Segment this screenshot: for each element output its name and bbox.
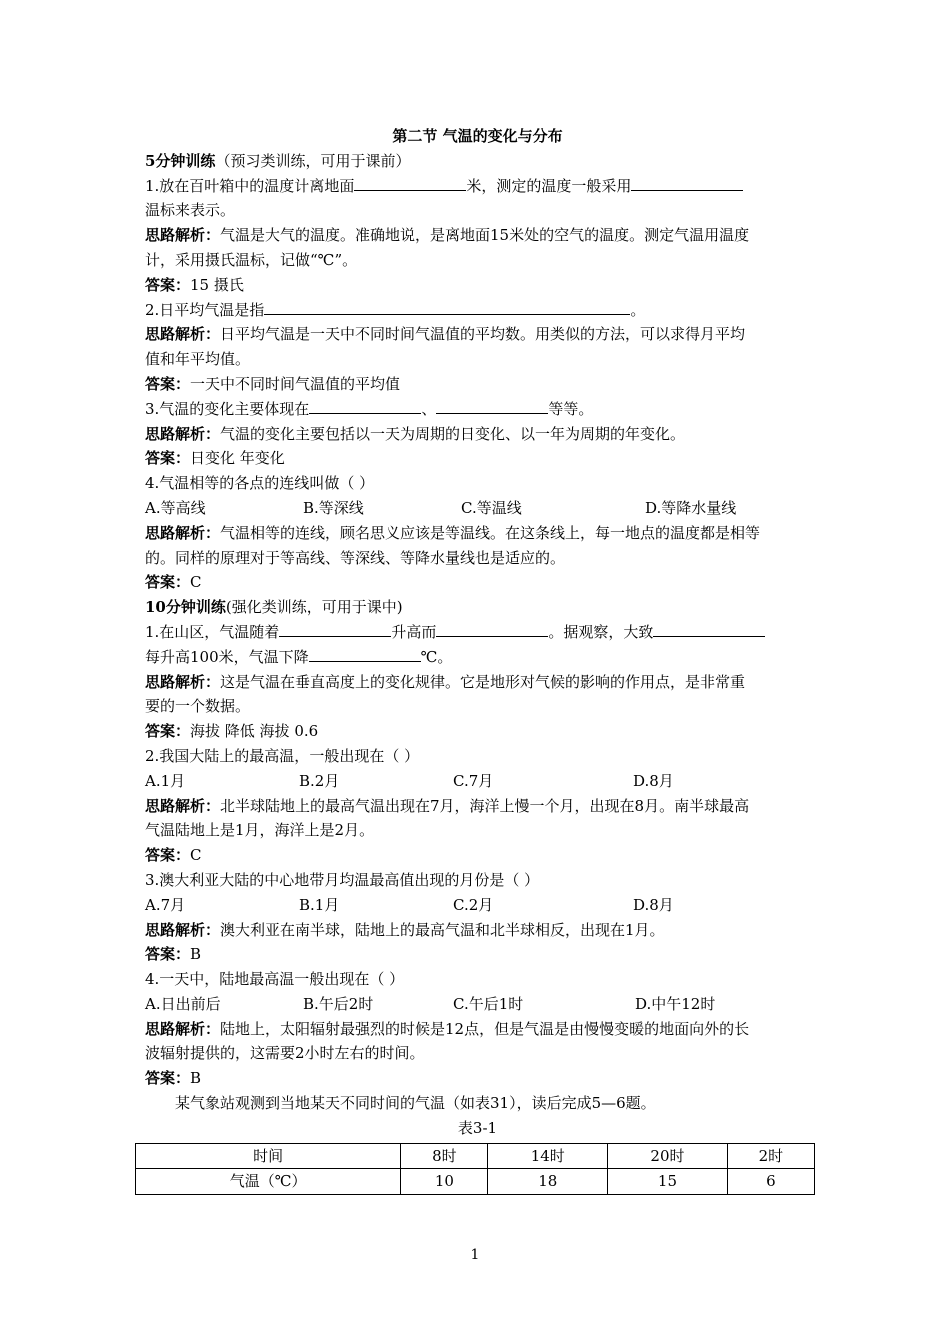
analysis-label: 思路解析：	[145, 424, 221, 443]
table-cell: 10	[401, 1169, 488, 1195]
analysis-label: 思路解析：	[145, 672, 221, 691]
table-cell: 时间	[136, 1143, 401, 1169]
analysis	[145, 521, 810, 546]
answer	[145, 843, 810, 868]
analysis-text: 日平均气温是一天中不同时间气温值的平均数。用类似的方法，可以求得月平均	[220, 325, 746, 344]
option-b: B.2月	[299, 771, 340, 790]
table-row	[136, 1169, 815, 1195]
question-text: 升高而	[391, 622, 437, 641]
analysis-label: 思路解析：	[145, 325, 221, 344]
question-text: 2.日平均气温是指	[145, 300, 265, 319]
option-b: B.1月	[299, 895, 340, 914]
analysis-text: 陆地上，太阳辐射最强烈的时候是12点，但是气温是由慢慢变暖的地面向外的长	[220, 1019, 750, 1038]
answer-label: 答案：	[145, 945, 191, 964]
answer-label: 答案：	[145, 449, 191, 468]
table-cell: 15	[608, 1169, 728, 1195]
table-cell: 6	[727, 1169, 814, 1195]
analysis-text: 这是气温在垂直高度上的变化规律。它是地形对气候的影响的作用点，是非常重	[220, 672, 746, 691]
answer-blank	[309, 398, 421, 414]
table-cell: 20时	[608, 1143, 728, 1169]
analysis-text: 气温的变化主要包括以一天为周期的日变化、以一年为周期的年变化。	[220, 424, 686, 443]
question-text: ℃。	[420, 647, 453, 666]
table-cell: 2时	[727, 1143, 814, 1169]
analysis-label: 思路解析：	[145, 523, 221, 542]
page-title: 第二节 气温的变化与分布	[392, 127, 563, 145]
analysis-label: 思路解析：	[145, 920, 221, 939]
table-header-row	[136, 1143, 815, 1169]
option-a: A.1月	[145, 771, 186, 790]
document-content	[145, 124, 810, 1195]
page-number: 1	[470, 1247, 480, 1263]
answer-text: 一天中不同时间气温值的平均值	[190, 374, 401, 393]
table-cell: 14时	[488, 1143, 608, 1169]
answer-text: B	[190, 1069, 202, 1088]
answer-text: 15 摄氏	[190, 275, 244, 294]
answer-label: 答案：	[145, 1069, 191, 1088]
answer-blank	[264, 299, 630, 315]
option-b: B.等深线	[303, 498, 364, 517]
answer-text: 日变化 年变化	[190, 449, 285, 468]
question-text: 3.气温的变化主要体现在	[145, 399, 310, 418]
question-s2-1-line2	[145, 645, 810, 670]
option-a: A.等高线	[145, 498, 206, 517]
analysis-cont: 值和年平均值。	[145, 350, 251, 369]
analysis	[145, 670, 810, 695]
question-text: 1.在山区，气温随着	[145, 622, 280, 641]
analysis-cont: 计，采用摄氏温标，记做“℃”。	[145, 250, 358, 269]
option-d: D.8月	[633, 771, 674, 790]
answer-label: 答案：	[145, 846, 191, 865]
answer-blank	[279, 621, 391, 637]
answer-blank	[631, 175, 743, 191]
section-heading-text: 10分钟训练	[145, 598, 226, 617]
option-c: C.7月	[453, 771, 494, 790]
answer-text: C	[190, 573, 202, 592]
section-heading-5min	[145, 149, 810, 174]
question-text: 每升高100米，气温下降	[145, 647, 309, 666]
options-row	[145, 893, 810, 918]
temperature-table	[135, 1143, 815, 1196]
answer-label: 答案：	[145, 722, 191, 741]
question-text: 等等。	[548, 399, 594, 418]
answer-blank	[354, 175, 466, 191]
analysis	[145, 223, 810, 248]
options-row	[145, 992, 810, 1017]
question-4: 4.气温相等的各点的连线叫做（ ）	[145, 474, 375, 493]
question-text: 米，测定的温度一般采用	[466, 176, 632, 195]
answer-label: 答案：	[145, 573, 191, 592]
analysis-label: 思路解析：	[145, 226, 221, 245]
analysis-label: 思路解析：	[145, 796, 221, 815]
table-cell: 18	[488, 1169, 608, 1195]
answer	[145, 719, 810, 744]
option-c: C.等温线	[461, 498, 522, 517]
question-2	[145, 298, 810, 323]
answer-blank	[436, 398, 548, 414]
question-s2-3: 3.澳大利亚大陆的中心地带月均温最高值出现的月份是（ ）	[145, 870, 540, 889]
analysis-cont: 波辐射提供的，这需要2小时左右的时间。	[145, 1044, 425, 1063]
answer-text: C	[190, 846, 202, 865]
answer	[145, 372, 810, 397]
question-s2-4: 4.一天中，陆地最高温一般出现在（ ）	[145, 970, 405, 989]
question-text: 、	[421, 399, 437, 418]
answer-text: 海拔 降低 海拔 0.6	[190, 722, 319, 741]
answer-blank	[309, 646, 421, 662]
analysis	[145, 918, 810, 943]
section-heading-text: 5分钟训练	[145, 151, 216, 170]
question-3	[145, 397, 810, 422]
table-intro: 某气象站观测到当地某天不同时间的气温（如表31），读后完成5—6题。	[175, 1094, 656, 1113]
answer	[145, 273, 810, 298]
analysis	[145, 322, 810, 347]
answer-blank	[436, 621, 548, 637]
option-d: D.中午12时	[635, 994, 716, 1013]
answer-blank	[653, 621, 765, 637]
question-text: 。据观察，大致	[548, 622, 654, 641]
option-c: C.午后1时	[453, 994, 524, 1013]
question-s2-1	[145, 620, 810, 645]
question-text: 1.放在百叶箱中的温度计离地面	[145, 176, 355, 195]
question-1	[145, 174, 810, 199]
section-note: （预习类训练，可用于课前）	[215, 151, 411, 170]
option-c: C.2月	[453, 895, 494, 914]
option-b: B.午后2时	[303, 994, 374, 1013]
answer	[145, 1066, 810, 1091]
section-heading-10min	[145, 595, 810, 620]
question-1-line2: 温标来表示。	[145, 201, 236, 220]
analysis-text: 北半球陆地上的最高气温出现在7月，海洋上慢一个月，出现在8月。南半球最高	[220, 796, 750, 815]
analysis-text: 澳大利亚在南半球，陆地上的最高气温和北半球相反，出现在1月。	[220, 920, 665, 939]
option-d: D.等降水量线	[645, 498, 737, 517]
option-a: A.7月	[145, 895, 186, 914]
analysis-text: 气温相等的连线，顾名思义应该是等温线。在这条线上，每一地点的温度都是相等	[220, 523, 761, 542]
options-row	[145, 496, 810, 521]
analysis-label: 思路解析：	[145, 1019, 221, 1038]
answer	[145, 570, 810, 595]
table-cell: 8时	[401, 1143, 488, 1169]
answer-label: 答案：	[145, 275, 191, 294]
analysis-cont: 的。同样的原理对于等高线、等深线、等降水量线也是适应的。	[145, 548, 566, 567]
answer-label: 答案：	[145, 374, 191, 393]
question-text: 。	[630, 300, 646, 319]
analysis-cont: 要的一个数据。	[145, 697, 251, 716]
analysis	[145, 794, 810, 819]
analysis	[145, 422, 810, 447]
analysis-text: 气温是大气的温度。准确地说，是离地面15米处的空气的温度。测定气温用温度	[220, 226, 750, 245]
option-d: D.8月	[633, 895, 674, 914]
option-a: A.日出前后	[145, 994, 221, 1013]
answer	[145, 942, 810, 967]
table-cell: 气温（℃）	[136, 1169, 401, 1195]
options-row	[145, 769, 810, 794]
answer-text: B	[190, 945, 202, 964]
analysis-cont: 气温陆地上是1月，海洋上是2月。	[145, 821, 375, 840]
section-note: (强化类训练，可用于课中)	[225, 598, 403, 617]
question-s2-2: 2.我国大陆上的最高温，一般出现在（ ）	[145, 746, 420, 765]
table-caption: 表3-1	[457, 1118, 498, 1137]
answer	[145, 446, 810, 471]
analysis	[145, 1017, 810, 1042]
